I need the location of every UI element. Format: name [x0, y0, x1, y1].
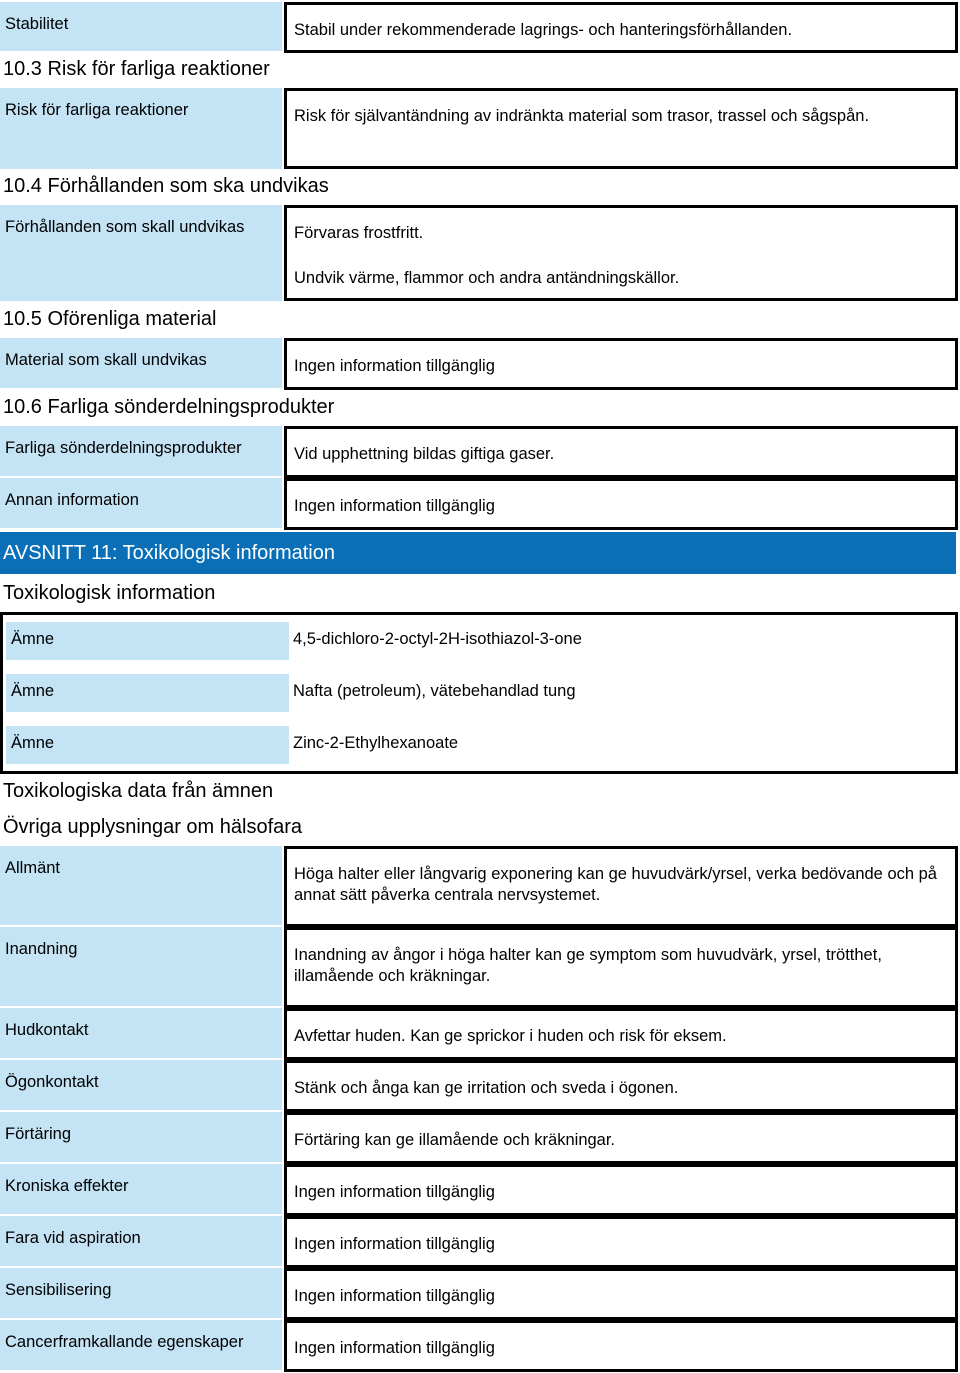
field-label-hazardous-reactions: Risk för farliga reaktioner	[0, 88, 282, 169]
field-value-inhalation	[284, 927, 958, 1008]
field-label-other-information: Annan information	[0, 478, 282, 528]
toxicological-info-heading: Toxikologisk information	[3, 582, 216, 604]
field-label-ingestion: Förtäring	[0, 1112, 282, 1162]
value-text: Ingen information tillgänglig	[294, 497, 495, 515]
field-label-conditions-to-avoid: Förhållanden som skall undvikas	[0, 205, 282, 301]
field-value-general	[284, 846, 958, 927]
field-label-aspiration-hazard: Fara vid aspiration	[0, 1216, 282, 1266]
field-label-general: Allmänt	[0, 846, 282, 925]
value-text-heat: Undvik värme, flammor och andra antändningskällor.	[294, 269, 680, 287]
substance-name: Zinc-2-Ethylhexanoate	[293, 734, 459, 752]
value-text: Stänk och ånga kan ge irritation och sveda i ögonen.	[294, 1079, 679, 1097]
subsection-heading-10-4: 10.4 Förhållanden som ska undvikas	[3, 175, 329, 197]
field-label-chronic-effects: Kroniska effekter	[0, 1164, 282, 1214]
substance-label: Ämne	[6, 622, 289, 660]
section-11-header: AVSNITT 11: Toxikologisk information	[0, 532, 956, 574]
value-text: Höga halter eller långvarig exponering kan ge huvudvärk/yrsel, verka bedövande och på annat sätt påverka centrala nervsystemet.	[294, 865, 937, 904]
field-value-skin-contact	[284, 1008, 958, 1060]
field-value-incompatible-materials	[284, 338, 958, 390]
subsection-heading-10-6: 10.6 Farliga sönderdelningsprodukter	[3, 396, 335, 418]
value-text: Inandning av ångor i höga halter kan ge symptom som huvudvärk, yrsel, trötthet, illamående och kräkningar.	[294, 946, 882, 985]
field-value-carcinogenicity	[284, 1320, 958, 1372]
field-value-other-information	[284, 478, 958, 530]
field-label-sensitisation: Sensibilisering	[0, 1268, 282, 1318]
value-text: Ingen information tillgänglig	[294, 1339, 495, 1357]
field-label-inhalation: Inandning	[0, 927, 282, 1006]
field-value-stability	[284, 2, 958, 53]
value-text: Förtäring kan ge illamående och kräkningar.	[294, 1131, 616, 1149]
other-health-info-heading: Övriga upplysningar om hälsofara	[3, 816, 303, 838]
field-label-decomposition-products: Farliga sönderdelningsprodukter	[0, 426, 282, 476]
field-label-carcinogenicity: Cancerframkallande egenskaper	[0, 1320, 282, 1370]
field-label-incompatible-materials: Material som skall undvikas	[0, 338, 282, 388]
substance-name: 4,5-dichloro-2-octyl-2H-isothiazol-3-one	[293, 630, 582, 648]
value-text: Ingen information tillgänglig	[294, 1235, 495, 1253]
field-label-skin-contact: Hudkontakt	[0, 1008, 282, 1058]
value-text-frost: Förvaras frostfritt.	[294, 224, 424, 242]
subsection-heading-10-5: 10.5 Oförenliga material	[3, 308, 217, 330]
value-text: Avfettar huden. Kan ge sprickor i huden och risk för eksem.	[294, 1027, 727, 1045]
field-label-eye-contact: Ögonkontakt	[0, 1060, 282, 1110]
substance-name: Nafta (petroleum), vätebehandlad tung	[293, 682, 576, 700]
field-value-ingestion	[284, 1112, 958, 1164]
subsection-heading-10-3: 10.3 Risk för farliga reaktioner	[3, 58, 270, 80]
field-value-hazardous-reactions	[284, 88, 958, 169]
field-value-eye-contact	[284, 1060, 958, 1112]
field-value-decomposition-products	[284, 426, 958, 478]
field-value-chronic-effects	[284, 1164, 958, 1216]
value-text: Vid upphettning bildas giftiga gaser.	[294, 445, 555, 463]
field-value-aspiration-hazard	[284, 1216, 958, 1268]
value-text: Ingen information tillgänglig	[294, 357, 495, 375]
toxicological-data-heading: Toxikologiska data från ämnen	[3, 780, 274, 802]
substance-label: Ämne	[6, 674, 289, 712]
field-value-conditions-to-avoid	[284, 205, 958, 301]
field-label-stability: Stabilitet	[0, 2, 282, 51]
substance-label: Ämne	[6, 726, 289, 764]
field-value-sensitisation	[284, 1268, 958, 1320]
value-text: Ingen information tillgänglig	[294, 1287, 495, 1305]
value-text: Ingen information tillgänglig	[294, 1183, 495, 1201]
value-text: Risk för självantändning av indränkta material som trasor, trassel och sågspån.	[294, 107, 870, 125]
value-text: Stabil under rekommenderade lagrings- och hanteringsförhållanden.	[294, 21, 793, 39]
